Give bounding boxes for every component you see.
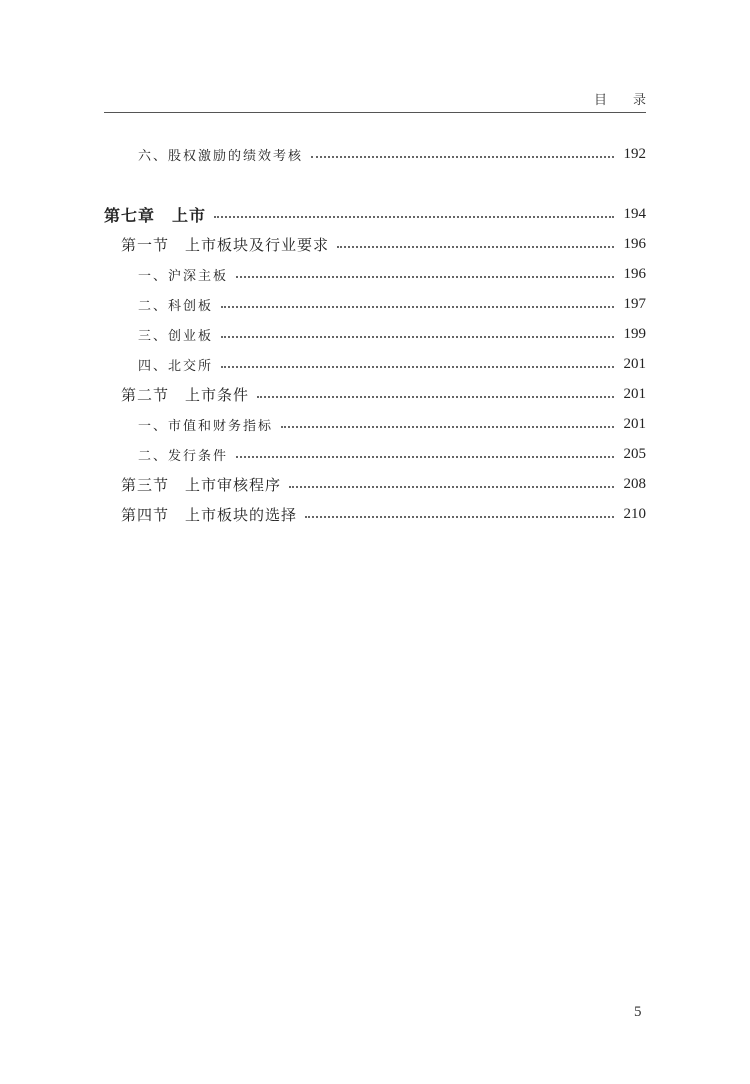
toc-entry[interactable] <box>104 439 646 469</box>
toc-leader-dots <box>236 276 614 278</box>
toc-entry-label: 第七章 上市 <box>104 205 207 225</box>
toc-entry-label: 第三节 上市审核程序 <box>121 475 282 494</box>
toc-entry[interactable] <box>104 259 646 289</box>
toc-leader-dots <box>289 486 614 488</box>
toc-leader-dots <box>257 396 614 398</box>
toc-entry-page: 201 <box>623 355 646 372</box>
toc-entry-page: 205 <box>623 445 646 462</box>
toc-entry-label: 第四节 上市板块的选择 <box>121 505 298 524</box>
toc-entry-page: 210 <box>623 505 646 522</box>
toc-entry-label: 第一节 上市板块及行业要求 <box>121 235 330 254</box>
toc-section-entry[interactable] <box>104 499 646 529</box>
toc-leader-dots <box>221 366 614 368</box>
toc-leader-dots <box>214 216 614 218</box>
toc-leader-dots <box>337 246 614 248</box>
toc-entry-label: 第二节 上市条件 <box>121 385 250 404</box>
toc-entry-page: 199 <box>623 325 646 342</box>
header-title: 目录 <box>593 93 672 108</box>
toc-section-entry[interactable] <box>104 229 646 259</box>
toc-entry-page: 192 <box>623 145 646 162</box>
toc-entry-label: 二、发行条件 <box>138 448 229 464</box>
toc-entry[interactable] <box>104 349 646 379</box>
toc-entry-label: 三、创业板 <box>138 328 214 344</box>
toc-entry-label: 六、股权激励的绩效考核 <box>138 148 304 164</box>
toc-entry[interactable] <box>104 319 646 349</box>
toc-entry[interactable] <box>104 289 646 319</box>
toc-leader-dots <box>221 336 614 338</box>
toc-leader-dots <box>236 456 614 458</box>
toc-entry-page: 196 <box>623 265 646 282</box>
page-number: 5 <box>634 1004 642 1020</box>
toc-entry-label: 一、市值和财务指标 <box>138 418 274 434</box>
toc-entry-page: 201 <box>623 415 646 432</box>
toc-entry-label: 二、科创板 <box>138 298 214 314</box>
toc-entry-page: 201 <box>623 385 646 402</box>
toc-entry-page: 194 <box>623 205 646 222</box>
toc-section-entry[interactable] <box>104 379 646 409</box>
toc-leader-dots <box>305 516 614 518</box>
toc-leader-dots <box>281 426 614 428</box>
toc-section-entry[interactable] <box>104 469 646 499</box>
running-header <box>104 86 672 113</box>
toc-entry[interactable] <box>104 139 646 169</box>
toc-entry-page: 196 <box>623 235 646 252</box>
toc-entry-page: 208 <box>623 475 646 492</box>
toc-entry[interactable] <box>104 409 646 439</box>
toc-entry-label: 四、北交所 <box>138 358 214 374</box>
toc-leader-dots <box>311 156 614 158</box>
toc-chapter-entry[interactable] <box>104 199 646 229</box>
toc-leader-dots <box>221 306 614 308</box>
toc-entry-label: 一、沪深主板 <box>138 268 229 284</box>
toc-entry-page: 197 <box>623 295 646 312</box>
